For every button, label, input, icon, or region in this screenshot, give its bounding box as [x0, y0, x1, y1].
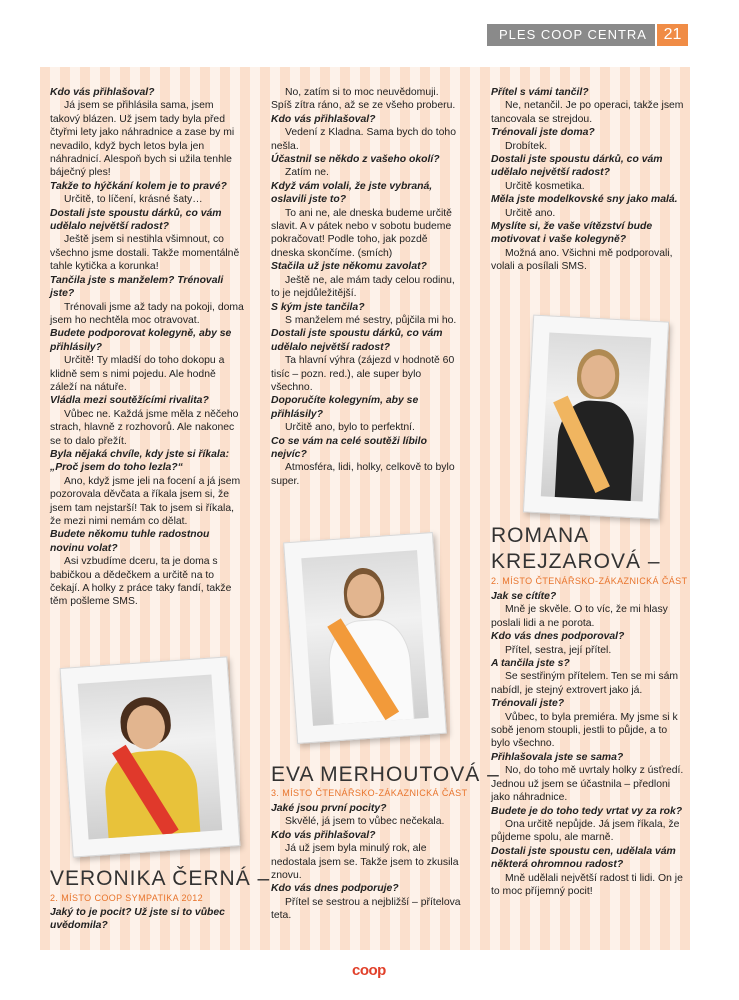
- interview-answer: Skvělé, já jsem to vůbec nečekala.: [285, 816, 445, 828]
- interview-question: Kdo vás dnes podporoval?: [491, 631, 625, 643]
- page-number: 21: [657, 24, 688, 46]
- interview-question: Trénovali jste?: [491, 698, 565, 710]
- interview-answer: Já už jsem byla minulý rok, ale nedostala jsem se. Takže jsem to zkusila znovu.: [271, 843, 459, 882]
- interview-answer: Zatím ne.: [285, 167, 329, 179]
- interview-answer: Určitě, to líčení, krásné šaty…: [64, 194, 203, 206]
- interview-answer: Ona určitě nepůjde. Já jsem říkala, že půjdeme spolu, ale marně.: [491, 818, 680, 844]
- interview-column-1: [50, 86, 245, 609]
- interview-question: Dostali jste spoustu dárků, co vám udělalo největší radost?: [50, 207, 222, 233]
- interview-question: Kdo vás dnes podporuje?: [271, 883, 399, 895]
- veronika-interview: [50, 906, 250, 933]
- interview-answer: Určitě kosmetika.: [505, 180, 585, 192]
- interview-answer: Ještě ne, ale mám tady celou rodinu, to je nejdůležitější.: [271, 274, 455, 300]
- interview-column-2: [271, 86, 461, 488]
- romana-name-line-2: KREJZAROVÁ –: [491, 550, 661, 573]
- interview-answer: Možná ano. Všichni mě podporovali, volali a posílali SMS.: [491, 247, 673, 273]
- romana-subtitle: 2. MÍSTO ČTENÁŘSKO-ZÁKAZNICKÁ ČÁST: [491, 576, 688, 586]
- interview-answer: Vůbec ne. Každá jsme měla z něčeho strach, hlavně z rozhovorů. Ale nakonec se to dalo přežít.: [50, 408, 239, 447]
- interview-answer: Mně udělali největší radost ti lidi. On je to moc příjemný pocit!: [491, 872, 683, 897]
- interview-question: Takže to hýčkání kolem je to pravé?: [50, 180, 227, 192]
- interview-answer: Ta hlavní výhra (zájezd v hodnotě 60 tisíc – pozn. red.), ale super bylo všechno.: [271, 355, 455, 393]
- interview-column-3: [491, 86, 686, 274]
- interview-question: Budete podporovat kolegyně, aby se přihlásily?: [50, 328, 232, 353]
- interview-question: Tančila jste s manželem? Trénovali jste?: [50, 274, 224, 300]
- interview-answer: Určitě ano.: [505, 207, 556, 219]
- interview-question: Vládla mezi soutěžícími rivalita?: [50, 395, 209, 407]
- veronika-subtitle: 2. MÍSTO COOP SYMPATIKA 2012: [50, 893, 204, 903]
- interview-answer: Já jsem se přihlásila sama, jsem takový blázen. Už jsem tady byla před čtyřmi lety jako náhradnice a zase by mi nevadilo, když bych letos byla jen náhradnicí. Alespoň bych si užila tenhle báječný ples!: [50, 100, 235, 179]
- interview-answer: Přítel, sestra, její přítel.: [505, 644, 612, 656]
- interview-question: Trénovali jste doma?: [491, 127, 595, 139]
- romana-name-line-1: ROMANA: [491, 524, 590, 547]
- eva-interview: [271, 802, 461, 923]
- interview-question: Jak se cítíte?: [491, 591, 557, 602]
- interview-question: A tančila jste s?: [491, 658, 570, 670]
- interview-question: Kdo vás přihlašoval?: [50, 87, 155, 98]
- interview-answer: Mně je skvěle. O to víc, že mi hlasy poslali lidi a ne porota.: [491, 604, 668, 629]
- interview-answer: Se sestřiným přítelem. Ten se mi sám nabídl, je stejný extrovert jako já.: [491, 671, 679, 696]
- interview-question: Budete někomu tuhle radostnou novinu volat?: [50, 529, 210, 554]
- coop-logo: coop: [352, 962, 386, 979]
- interview-question: Kdo vás přihlašoval?: [271, 113, 376, 125]
- interview-answer: Drobítek.: [505, 140, 548, 152]
- interview-question: Měla jste modelkovské sny jako malá.: [491, 194, 678, 206]
- eva-name: EVA MERHOUTOVÁ –: [271, 763, 500, 786]
- interview-question: Dostali jste spoustu dárků, co vám udělalo největší radost?: [491, 154, 663, 179]
- interview-answer: Ne, netančil. Je po operaci, takže jsem tancovala se strejdou.: [491, 100, 684, 125]
- interview-answer: Určitě ano, bylo to perfektní.: [285, 422, 415, 434]
- interview-question: Co se vám na celé soutěži líbilo nejvíc?: [271, 435, 427, 460]
- interview-answer: Ano, když jsme jeli na focení a já jsem pozorovala děvčata a říkala jsem si, že jsem tam nejstarší! Tak to jsem si říkala, že mezi nimi nemám co dělat.: [50, 475, 241, 527]
- interview-answer: Ještě jsem si nestihla všimnout, co všechno jsme dostali. Takže momentálně tahle kytička a korunka!: [50, 234, 240, 273]
- romana-photo: [541, 332, 651, 501]
- interview-question: Doporučíte kolegyním, aby se přihlásily?: [271, 395, 419, 420]
- interview-answer: Atmosféra, lidi, holky, celkově to bylo super.: [271, 462, 455, 487]
- interview-answer: Přítel se sestrou a nejbližší – přítelova teta.: [271, 896, 461, 922]
- interview-question: S kým jste tančila?: [271, 301, 365, 313]
- interview-question: Když vám volali, že jste vybraná, oslavili jste to?: [271, 180, 433, 206]
- interview-question: Přihlašovala jste se sama?: [491, 751, 624, 763]
- interview-answer: No, do toho mě uvrtaly holky z úsťredí. Jednou už jsem se účastnila – předloni jako náhradnice.: [491, 765, 684, 804]
- interview-answer: S manželem mé sestry, půjčila mi ho.: [285, 314, 457, 326]
- eva-photo: [301, 550, 428, 726]
- romana-interview: [491, 590, 686, 898]
- interview-answer: To ani ne, ale dneska budeme určitě slavit. A v pátek nebo v sobotu budeme pokračovat! Podle toho, jak pozdě dneska skončíme. (smích): [271, 207, 452, 259]
- veronika-name: VERONIKA ČERNÁ –: [50, 867, 271, 890]
- interview-question: Jaký to je pocit? Už jste si to vůbec uvědomila?: [50, 907, 225, 932]
- section-title: PLES COOP CENTRA: [487, 24, 655, 46]
- interview-question: Byla nějaká chvíle, kdy jste si říkala: „Proč jsem do toho lezla?“: [50, 448, 230, 474]
- interview-question: Stačila už jste někomu zavolat?: [271, 261, 427, 273]
- interview-question: Kdo vás přihlašoval?: [271, 829, 376, 841]
- interview-answer: Vůbec, to byla premiéra. My jsme si k sobě jenom stoupli, jestli to půjde, a to bylo všechno.: [491, 711, 678, 750]
- photo-frame-eva: [283, 532, 447, 744]
- photo-frame-veronika: [60, 656, 241, 857]
- interview-question: Budete je do toho tedy vrtat vy za rok?: [491, 805, 683, 817]
- interview-question: Přítel s vámi tančil?: [491, 87, 589, 98]
- interview-answer: Vedení z Kladna. Sama bych do toho nešla.: [271, 127, 456, 152]
- interview-question: Účastnil se někdo z vašeho okolí?: [271, 154, 440, 166]
- interview-answer: Asi vzbudíme dceru, ta je doma s babičkou a dědečkem a určitě na to čekají. A holky z práce taky fandí, takže těm pošleme SMS.: [50, 556, 232, 608]
- interview-answer: Trénovali jsme až tady na pokoji, doma jsem ho nechtěla moc otravovat.: [50, 301, 244, 326]
- interview-question: Jaké jsou první pocity?: [271, 803, 387, 814]
- interview-question: Dostali jste spoustu dárků, co vám udělalo největší radost?: [271, 328, 443, 353]
- interview-answer: No, zatím si to moc neuvědomuji. Spíš zítra ráno, až se ze všeho proberu.: [271, 87, 456, 112]
- photo-frame-romana: [523, 315, 669, 520]
- eva-subtitle: 3. MÍSTO ČTENÁŘSKO-ZÁKAZNICKÁ ČÁST: [271, 788, 468, 798]
- section-header: [487, 24, 688, 46]
- interview-answer: Určitě! Ty mladší do toho dokopu a klidně sem s nimi pojedu. Ale hodně záleží na nátuře.: [50, 355, 225, 393]
- interview-question: Myslíte si, že vaše vítězství bude motivovat i vaše kolegyně?: [491, 221, 653, 246]
- interview-question: Dostali jste spoustu cen, udělala vám některá ohromnou radost?: [491, 845, 676, 871]
- veronika-photo: [78, 675, 223, 840]
